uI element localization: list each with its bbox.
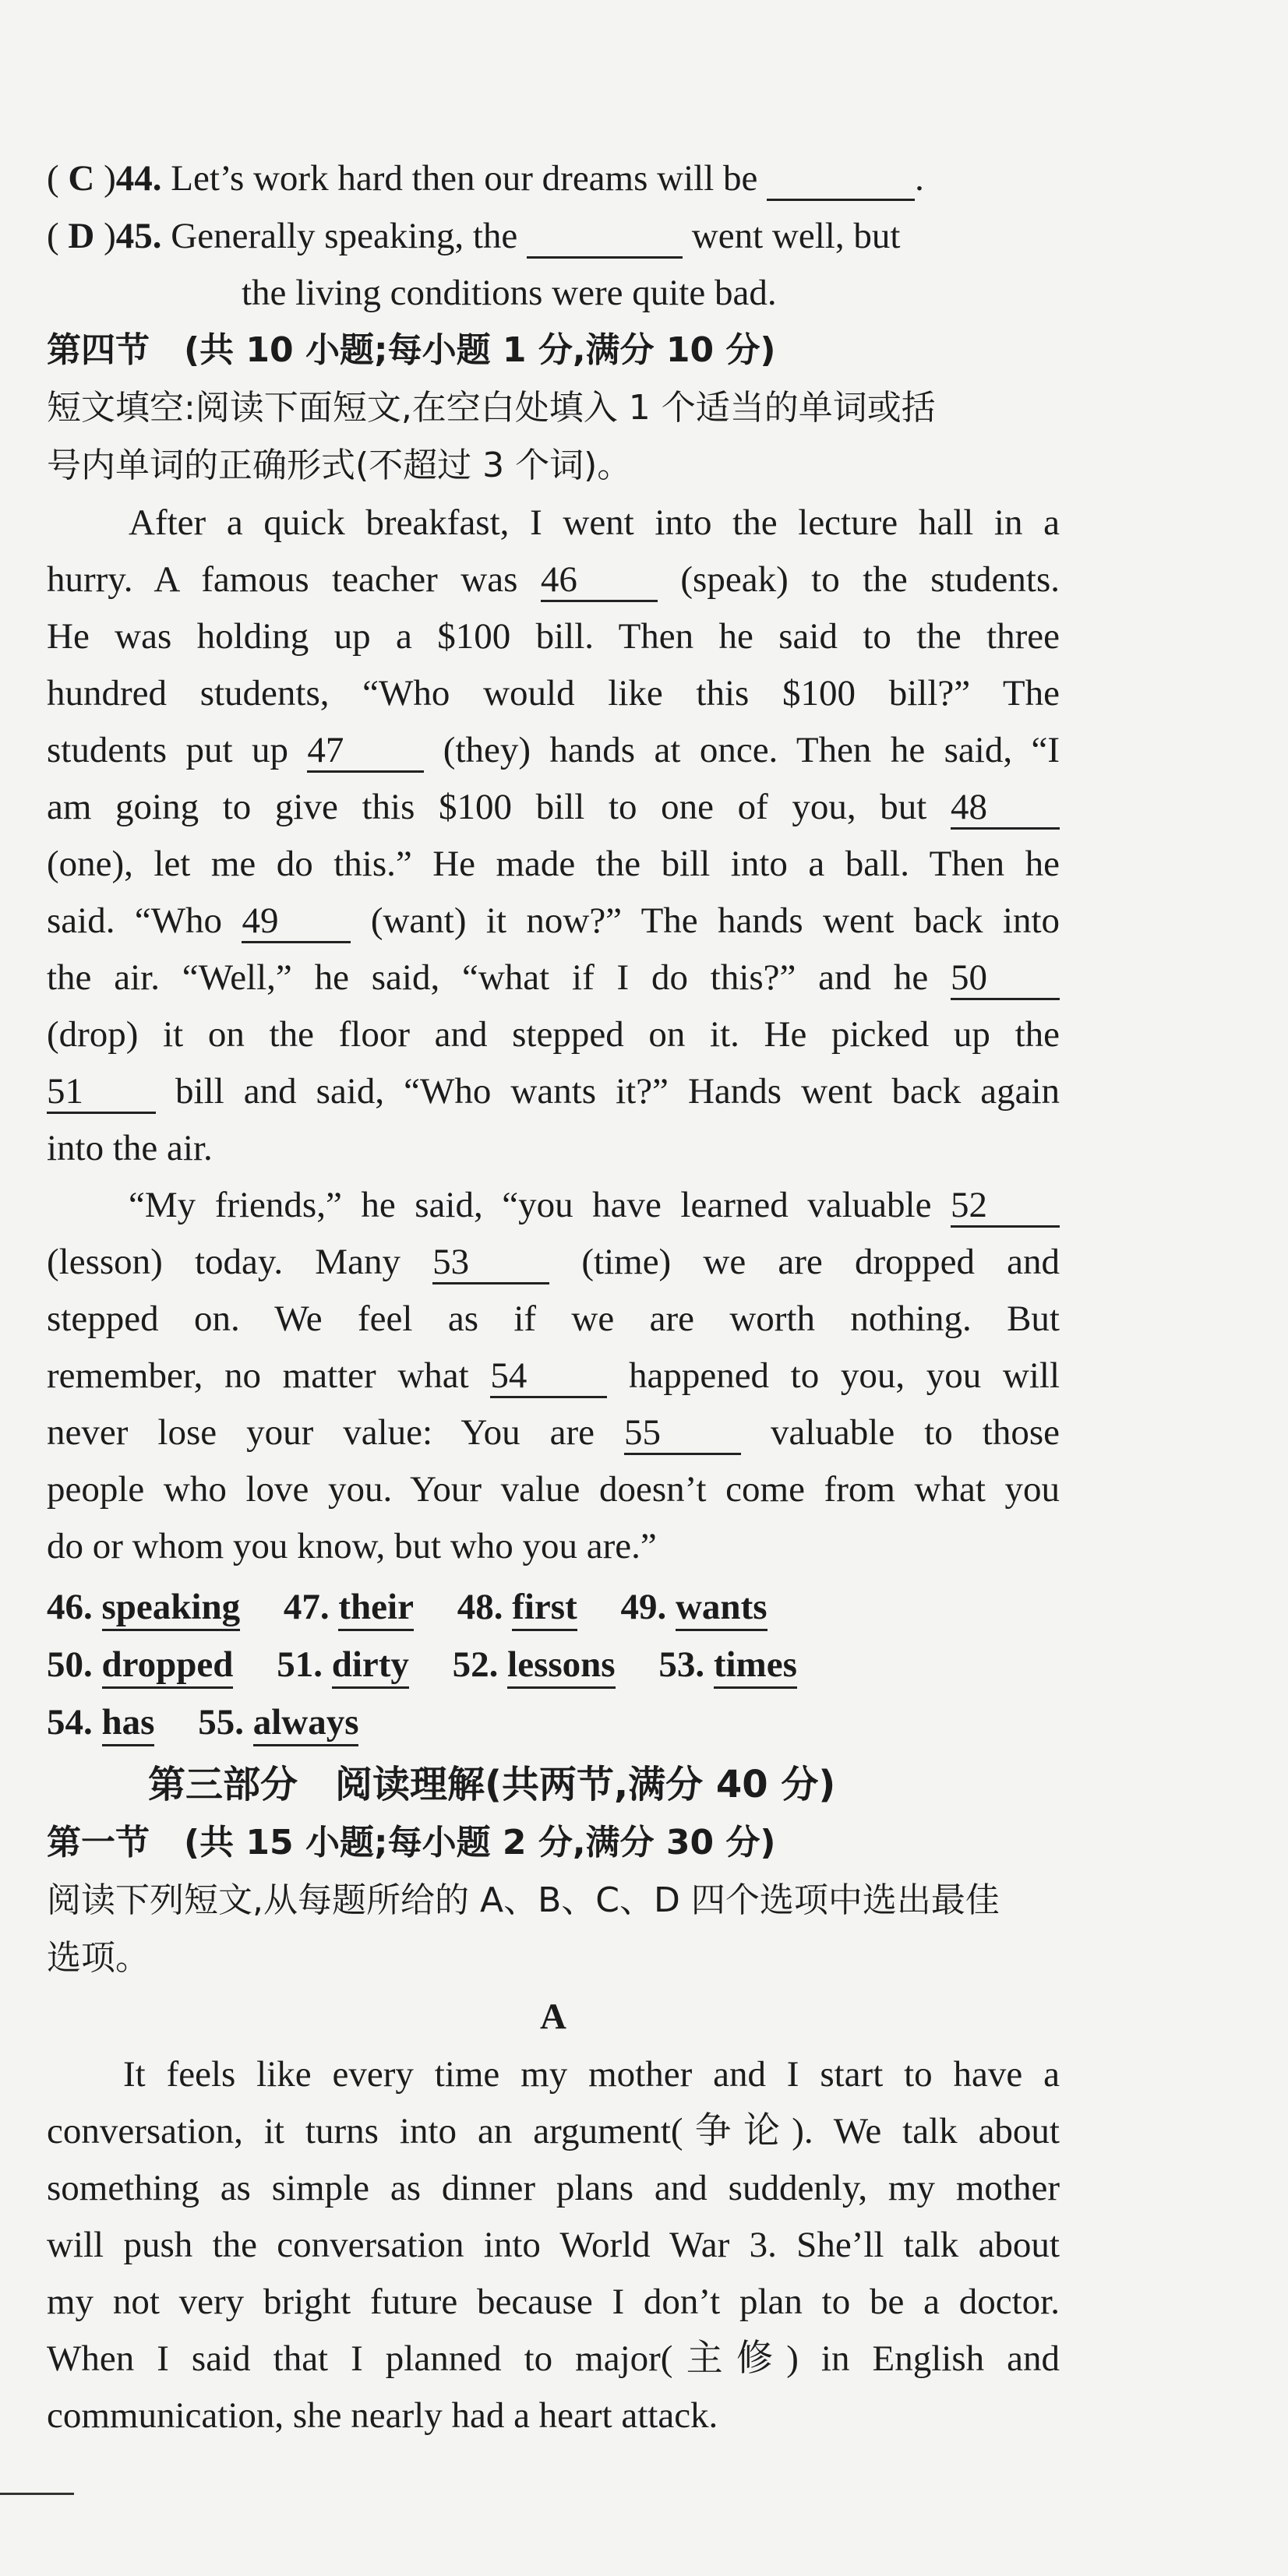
blank-51: 51 xyxy=(47,1071,156,1114)
passage-line-5 xyxy=(47,724,1060,776)
passage-text: valuable to those xyxy=(771,1412,1060,1453)
passage-text: (they) hands at once. Then he said, “I xyxy=(443,730,1060,770)
q44-blank xyxy=(767,158,915,201)
blank-54: 54 xyxy=(490,1355,607,1398)
blank-49: 49 xyxy=(242,900,351,943)
passage-text: “My friends,” he said, “you have learned valuable xyxy=(129,1185,932,1225)
passage-text: said. “Who xyxy=(47,900,223,941)
q44-period: . xyxy=(915,158,924,199)
passage-a-line-6: When I said that I planned to major(主修) in English and xyxy=(47,2338,1060,2379)
blank-47: 47 xyxy=(307,730,424,773)
passage-text: am going to give this $100 bill to one of you, but xyxy=(47,787,927,827)
passage-line-13 xyxy=(129,1179,1060,1231)
q44-text: Let’s work hard then our dreams will be xyxy=(171,158,758,199)
passage-line-4: hundred students, “Who would like this $100 bill?” The xyxy=(47,673,1060,714)
q44-number: 44. xyxy=(115,158,162,199)
answer-47: 47. their xyxy=(284,1581,414,1633)
passage-a-line-2: conversation, it turns into an argument(争论). We talk about xyxy=(47,2111,1060,2151)
passage-a-label: A xyxy=(540,1996,566,2037)
blank-53: 53 xyxy=(432,1242,549,1284)
q45-text-2: went well, but xyxy=(691,216,901,256)
answer-49: 49. wants xyxy=(620,1581,767,1633)
passage-line-10: (drop) it on the floor and stepped on it. He picked up the xyxy=(47,1014,1060,1055)
passage-line-9 xyxy=(47,952,1060,1003)
passage-line-3: He was holding up a $100 bill. Then he said to the three xyxy=(47,616,1060,657)
section4-heading: 第四节 (共 10 小题;每小题 1 分,满分 10 分) xyxy=(47,330,776,370)
passage-text: never lose your value: You are xyxy=(47,1412,595,1453)
passage-text: (want) it now?” The hands went back into xyxy=(370,900,1060,941)
passage-line-16 xyxy=(47,1350,1060,1401)
blank-46: 46 xyxy=(541,559,658,602)
passage-a-line-5: my not very bright future because I don’t plan to be a doctor. xyxy=(47,2282,1060,2322)
q45-answer-letter: D xyxy=(68,216,95,256)
section4-instruction-1: 短文填空:阅读下面短文,在空白处填入 1 个适当的单词或括 xyxy=(47,388,936,428)
part3-title: 第三部分 阅读理解(共两节,满分 40 分) xyxy=(148,1763,836,1806)
passage-text: bill and said, “Who wants it?” Hands went back again xyxy=(175,1071,1060,1112)
part3-instruction-2: 选项。 xyxy=(47,1938,150,1978)
passage-a-line-1: It feels like every time my mother and I start to have a xyxy=(123,2054,1060,2095)
passage-text: (speak) to the students. xyxy=(680,559,1060,600)
passage-line-12: into the air. xyxy=(47,1128,213,1168)
passage-text: (time) we are dropped and xyxy=(581,1242,1060,1282)
answers-row-3 xyxy=(47,1697,1060,1748)
passage-text: hurry. A famous teacher was xyxy=(47,559,518,600)
passage-line-6 xyxy=(47,781,1060,833)
part3-section1-heading: 第一节 (共 15 小题;每小题 2 分,满分 30 分) xyxy=(47,1823,776,1862)
passage-line-19: do or whom you know, but who you are.” xyxy=(47,1526,657,1566)
passage-text: students put up xyxy=(47,730,288,770)
q45-blank xyxy=(527,216,683,259)
answer-48: 48. first xyxy=(457,1581,577,1633)
passage-line-1: After a quick breakfast, I went into the lecture hall in a xyxy=(129,502,1060,543)
passage-text: remember, no matter what xyxy=(47,1355,469,1396)
blank-48: 48 xyxy=(951,787,1060,830)
passage-text: the air. “Well,” he said, “what if I do this?” and he xyxy=(47,957,929,998)
passage-line-14 xyxy=(47,1236,1060,1288)
answer-53: 53. times xyxy=(658,1639,797,1690)
passage-line-18: people who love you. Your value doesn’t come from what you xyxy=(47,1469,1060,1510)
passage-line-17 xyxy=(47,1407,1060,1458)
answers-row-2 xyxy=(47,1639,1060,1690)
passage-line-2 xyxy=(47,554,1060,605)
section4-instruction-2: 号内单词的正确形式(不超过 3 个词)。 xyxy=(47,446,632,485)
blank-50: 50 xyxy=(951,957,1060,1000)
passage-line-15: stepped on. We feel as if we are worth nothing. But xyxy=(47,1299,1060,1339)
q45-number: 45. xyxy=(115,216,162,256)
q45-text-1: Generally speaking, the xyxy=(171,216,518,256)
answers-row-1 xyxy=(47,1581,1060,1633)
passage-line-8 xyxy=(47,895,1060,946)
question-45: ( D )45. Generally speaking, the went well, but xyxy=(47,210,1060,262)
answer-54: 54. has xyxy=(47,1697,154,1748)
q44-answer-letter: C xyxy=(68,158,95,199)
passage-a-line-3: something as simple as dinner plans and suddenly, my mother xyxy=(47,2168,1060,2208)
part3-instruction-1: 阅读下列短文,从每题所给的 A、B、C、D 四个选项中选出最佳 xyxy=(47,1880,1000,1920)
passage-text: happened to you, you will xyxy=(628,1355,1060,1396)
answer-46: 46. speaking xyxy=(47,1581,240,1633)
passage-a-line-4: will push the conversation into World War 3. She’ll talk about xyxy=(47,2225,1060,2265)
answer-55: 55. always xyxy=(198,1697,358,1748)
passage-line-11 xyxy=(47,1066,1060,1117)
passage-a-line-7: communication, she nearly had a heart attack. xyxy=(47,2395,718,2436)
passage-text: (lesson) today. Many xyxy=(47,1242,401,1282)
answer-51: 51. dirty xyxy=(277,1639,409,1690)
blank-55: 55 xyxy=(624,1412,741,1455)
blank-52: 52 xyxy=(951,1185,1060,1228)
answer-52: 52. lessons xyxy=(453,1639,616,1690)
q45-line-2: the living conditions were quite bad. xyxy=(242,273,777,313)
answer-50: 50. dropped xyxy=(47,1639,233,1690)
bottom-left-rule xyxy=(0,2493,74,2495)
question-44: ( C )44. Let’s work hard then our dreams will be . xyxy=(47,153,1060,204)
passage-line-7: (one), let me do this.” He made the bill into a ball. Then he xyxy=(47,844,1060,884)
